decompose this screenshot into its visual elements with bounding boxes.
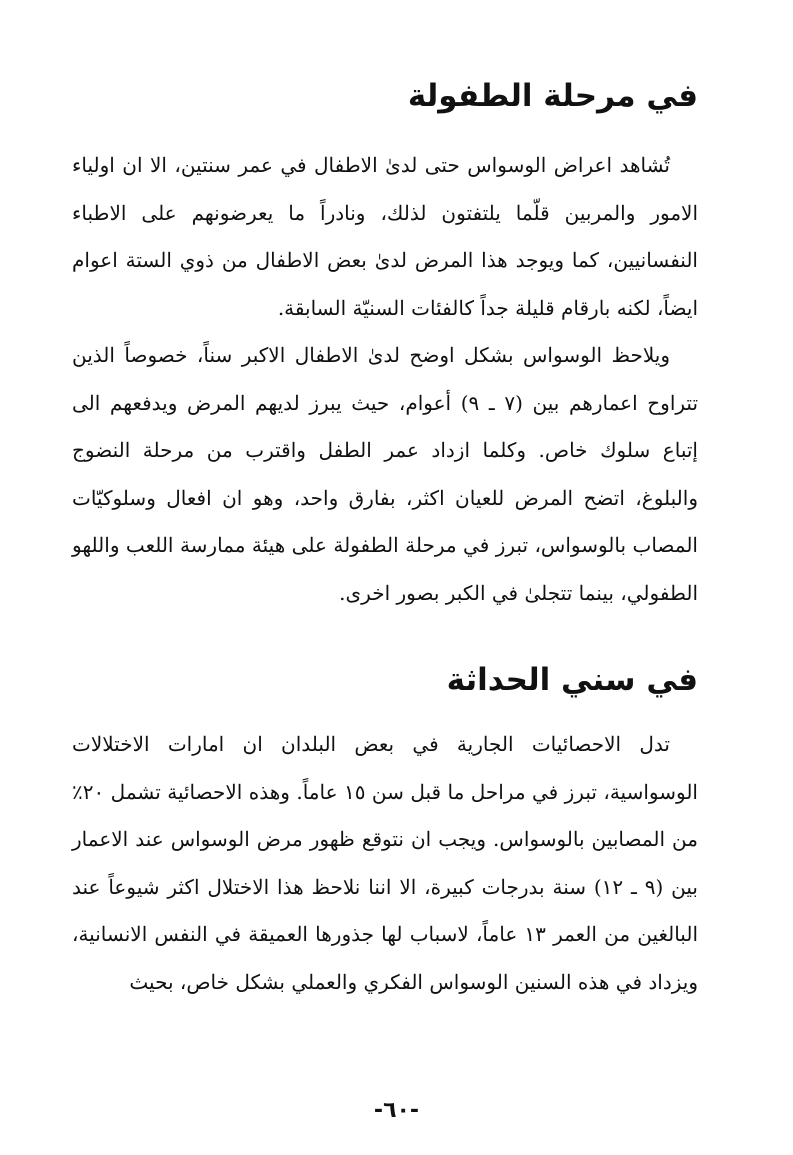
paragraph-childhood-1: تُشاهد اعراض الوسواس حتى لدىٰ الاطفال في عمر سنتين، الا ان اولياء الامور والمربين قلّما يلتفتون لذلك، ونادراً ما يعرضونهم على الاطباء النفسانيين، كما ويوجد هذا المرض لدىٰ بعض الاطفال من ذوي الستة اعوام ايضاً، لكنه بارقام قليلة جداً كالفئات السنيّة السابقة.: [72, 153, 698, 320]
page-number: -٦٠-: [373, 1098, 420, 1123]
paragraph-childhood-2: ويلاحظ الوسواس بشكل اوضح لدىٰ الاطفال الاكبر سناً، خصوصاً الذين تتراوح اعمارهم بين (٧ ـ ٩) أعوام، حيث يبرز لديهم المرض ويدفعهم الى إتباع سلوك خاص. وكلما ازداد عمر الطفل واقترب من مرحلة النضوج والبلوغ، اتضح المرض للعيان اكثر، بفارق واحد، وهو ان افعال وسلوكيّات المصاب بالوسواس، تبرز في مرحلة الطفولة على هيئة ممارسة اللعب واللهو الطفولي، بينما تتجلىٰ في الكبر بصور اخرى.: [72, 343, 699, 605]
section-heading-adolescence: في سني الحداثة: [446, 662, 698, 698]
paragraph-adolescence-1: تدل الاحصائيات الجارية في بعض البلدان ان امارات الاختلالات الوسواسية، تبرز في مراحل ما قبل سن ١٥ عاماً. وهذه الاحصائية تشمل ٢٠٪ من المصابين بالوسواس. ويجب ان نتوقع ظهور مرض الوسواس عند الاعمار بين (٩ ـ ١٢) سنة بدرجات كبيرة، الا اننا نلاحظ هذا الاختلال اكثر شيوعاً عند البالغين من العمر ١٣ عاماً، لاسباب لها جذورها العميقة في النفس الانسانية، ويزداد في هذه السنين الوسواس الفكري والعملي بشكل خاص، بحيث: [72, 732, 698, 994]
section-heading-childhood: في مرحلة الطفولة: [407, 78, 698, 114]
